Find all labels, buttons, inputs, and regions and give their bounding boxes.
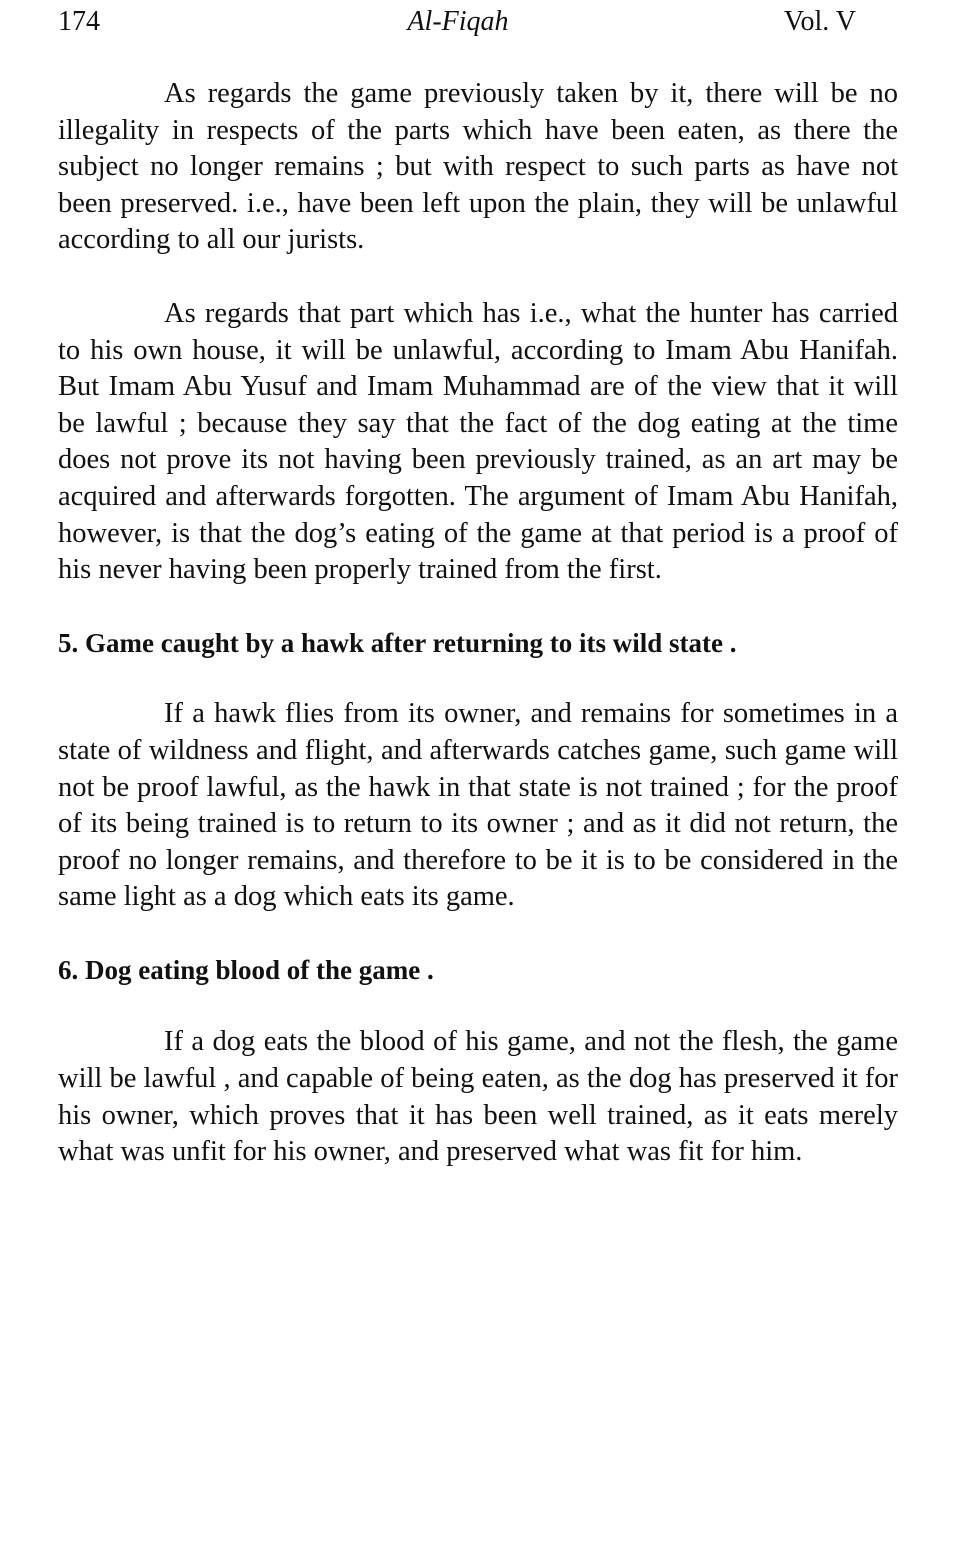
paragraph: As regards the game previously taken by it, there will be no illegality in respects of the parts which have been eaten, as there the subject no longer remains ; but with respect to such parts as have not been preserved. i.e., have been left upon the plain, they will be unlawful according to all our jurists. [58,78,898,256]
paragraph: If a dog eats the blood of his game, and not the flesh, the game will be lawful , and capable of being eaten, as the dog has preserved it for his owner, which proves that it has been well trained, as it eats merely what was unfit for his owner, and preserved what was fit for him. [58,1026,898,1168]
volume-label: Vol. V [783,6,856,37]
section-heading: 6. Dog eating blood of the game . [58,954,434,985]
paragraph: As regards that part which has i.e., what the hunter has carried to his own house, it will be unlawful, according to Imam Abu Hanifah. But Imam Abu Yusuf and Imam Muhammad are of the view that it will be lawful ; because they say that the fact of the dog eating at the time does not prove its not having been previously trained, as an art may be acquired and afterwards forgotten. The argument of Imam Abu Hanifah, however, is that the dog’s eating of the game at that period is a proof of his never having been properly trained from the first. [58,297,898,586]
book-title: Al-Fiqah [407,6,509,37]
page-number: 174 [58,6,100,37]
section-heading: 5. Game caught by a hawk after returning to its wild state . [58,627,737,658]
paragraph: If a hawk flies from its owner, and remains for sometimes in a state of wildness and flight, and afterwards catches game, such game will not be proof lawful, as the hawk in that state is not trained ; for the proof of its being trained is to return to its owner ; and as it did not return, the proof no longer remains, and therefore to be it is to be considered in the same light as a dog which eats its game. [58,698,898,913]
page-header [58,4,898,40]
page-body [58,76,898,1171]
